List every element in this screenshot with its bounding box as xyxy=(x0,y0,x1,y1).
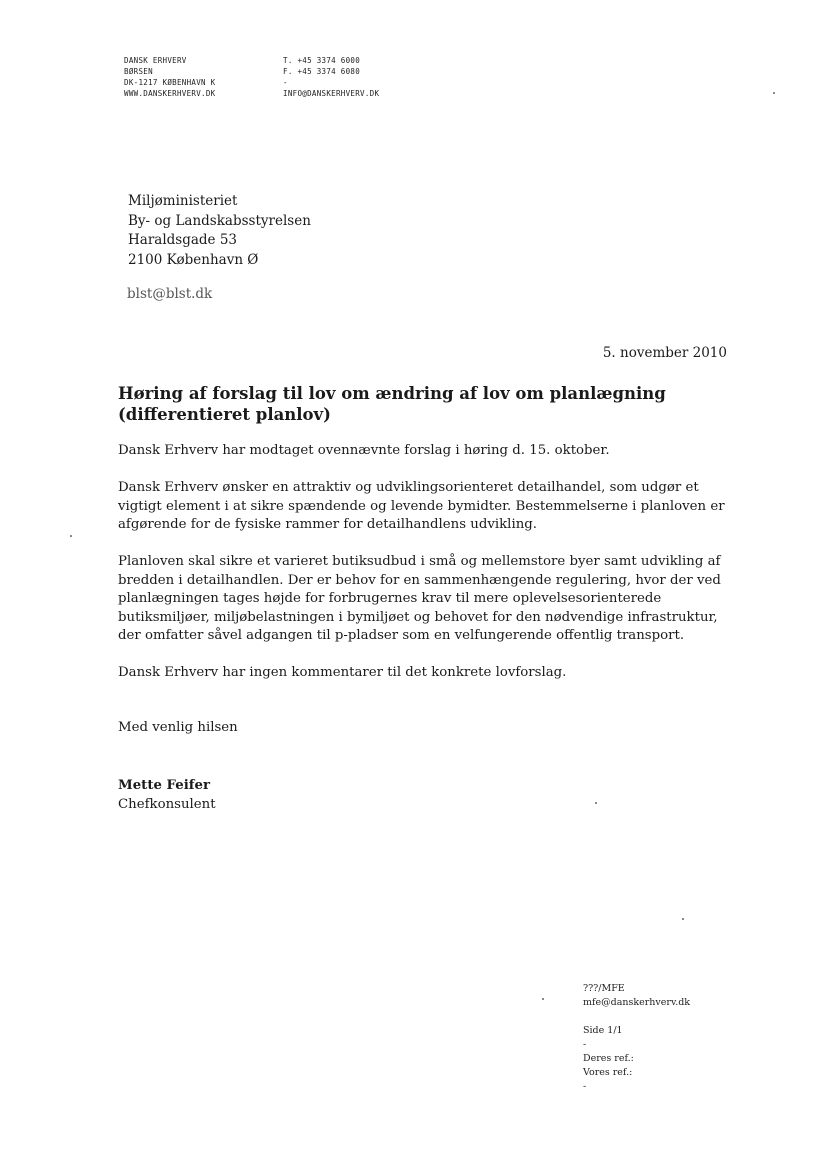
letterhead-phone: T. +45 3374 6000 xyxy=(283,56,361,65)
recipient-email: blst@blst.dk xyxy=(127,286,213,302)
letter-date: 5. november 2010 xyxy=(602,345,727,361)
footer-dash-1: - xyxy=(583,1039,587,1050)
footer-deres-ref: Deres ref.: xyxy=(583,1053,634,1064)
recipient-street: Haraldsgade 53 xyxy=(128,232,238,248)
paragraph-1: Dansk Erhverv har modtaget ovennævnte forslag i høring d. 15. oktober. xyxy=(118,443,610,458)
letterhead-email: INFO@DANSKERHVERV.DK xyxy=(283,89,380,98)
letter-title: Høring af forslag til lov om ændring af lov om planlægning (differentieret planlov) xyxy=(118,384,666,424)
footer-email: mfe@danskerhverv.dk xyxy=(583,997,691,1008)
scan-speck xyxy=(70,535,72,537)
signer-role: Chefkonsulent xyxy=(118,797,216,812)
scan-speck xyxy=(773,92,775,94)
scan-speck xyxy=(542,998,544,1000)
signer-name: Mette Feifer xyxy=(118,778,210,793)
letterhead-postal: DK-1217 KØBENHAVN K xyxy=(124,78,216,87)
footer-vores-ref: Vores ref.: xyxy=(583,1067,633,1078)
letterhead-website: WWW.DANSKERHVERV.DK xyxy=(124,89,216,98)
recipient-ministry: Miljøministeriet xyxy=(128,193,238,209)
letterhead-contact xyxy=(283,55,379,99)
footer-dash-2: - xyxy=(583,1081,587,1092)
signature-block xyxy=(118,776,216,814)
closing-greeting: Med venlig hilsen xyxy=(118,720,238,735)
letterhead-dash: - xyxy=(283,78,288,87)
recipient-address xyxy=(128,192,311,270)
paragraph-4: Dansk Erhverv har ingen kommentarer til det konkrete lovforslag. xyxy=(118,665,567,680)
letterhead-sender xyxy=(124,55,216,99)
scan-speck xyxy=(595,802,597,804)
recipient-agency: By- og Landskabsstyrelsen xyxy=(128,212,311,229)
paragraph-3: Planloven skal sikre et varieret butiksudbud i små og mellemstore byer samt udvikling af bredden i detailhandlen. Der er behov for en sammenhængende regulering, hvor der ved planlægningen tages højde for forbrugernes krav til mere oplevelsesorienterede butiksmiljøer, miljøbelastningen i bymiljøet og behovet for den nødvendige infrastruktur, der omfatter såvel adgangen til p-pladser som en velfungerende offentlig transport. xyxy=(118,554,721,643)
recipient-city: 2100 København Ø xyxy=(128,251,259,268)
footer-reference xyxy=(583,982,690,1094)
scan-speck xyxy=(682,918,684,920)
paragraph-2: Dansk Erhverv ønsker en attraktiv og udviklingsorienteret detailhandel, som udgør et vigtigt element i at sikre spændende og levende bymidter. Bestemmelserne i planloven er afgørende for de fysiske rammer for detailhandlens udvikling. xyxy=(118,480,725,532)
footer-ref-code: ???/MFE xyxy=(583,983,625,994)
letterhead-company: DANSK ERHVERV xyxy=(124,56,187,65)
letterhead-building: BØRSEN xyxy=(124,67,153,76)
letterhead-fax: F. +45 3374 6080 xyxy=(283,67,361,76)
footer-page: Side 1/1 xyxy=(583,1025,623,1036)
